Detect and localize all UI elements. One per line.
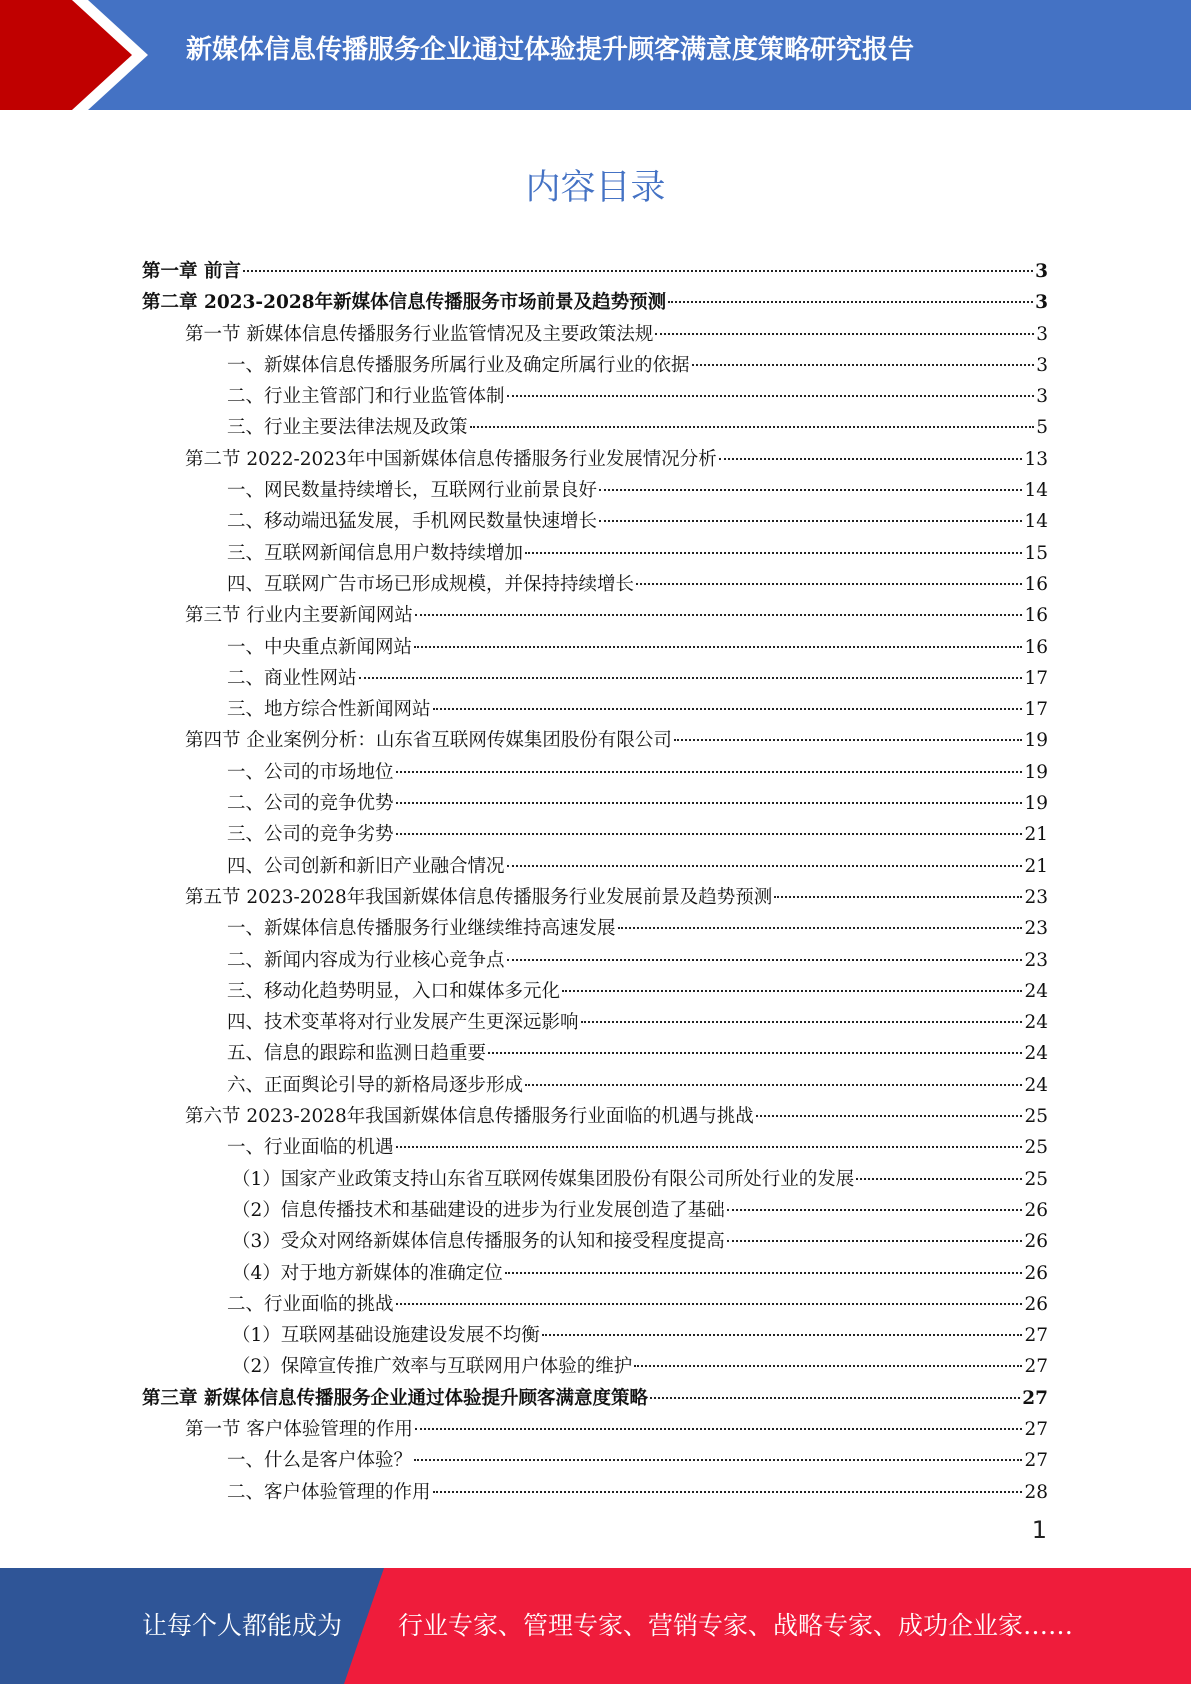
toc-entry-title: 第三节 行业内主要新闻网站: [185, 605, 413, 627]
toc-dot-leader: [396, 833, 1023, 835]
toc-entry-title: 一、什么是客户体验？: [227, 1450, 413, 1472]
toc-entry-page: 17: [1024, 699, 1048, 721]
toc-entry-page: 27: [1024, 1418, 1048, 1440]
toc-entry-title: 一、新媒体信息传播服务所属行业及确定所属行业的依据: [227, 354, 690, 376]
toc-entry-title: 第五节 2023-2028年我国新媒体信息传播服务行业发展前景及趋势预测: [185, 886, 773, 908]
toc-entry[interactable]: [142, 1164, 1048, 1195]
toc-entry[interactable]: [142, 1289, 1048, 1320]
toc-entry-page: 14: [1024, 480, 1048, 502]
toc-dot-leader: [359, 677, 1023, 679]
toc-entry-page: 21: [1024, 855, 1048, 877]
toc-dot-leader: [562, 990, 1022, 992]
toc-dot-leader: [507, 865, 1023, 867]
toc-entry[interactable]: [142, 475, 1048, 506]
toc-entry-page: 26: [1024, 1199, 1048, 1221]
toc-entry-page: 23: [1024, 949, 1048, 971]
toc-dot-leader: [415, 1428, 1023, 1430]
toc-entry-title: 二、行业主管部门和行业监管体制: [227, 386, 505, 408]
toc-entry-page: 26: [1024, 1293, 1048, 1315]
toc-dot-leader: [433, 1491, 1023, 1493]
toc-entry-page: 3: [1036, 386, 1048, 408]
toc-entry[interactable]: [142, 788, 1048, 819]
toc-entry[interactable]: [142, 1007, 1048, 1038]
toc-entry[interactable]: [142, 882, 1048, 913]
toc-entry-title: 一、行业面临的机遇: [227, 1137, 394, 1159]
toc-entry-title: 一、新媒体信息传播服务行业继续维持高速发展: [227, 918, 616, 940]
toc-entry[interactable]: [142, 757, 1048, 788]
toc-entry[interactable]: [142, 287, 1048, 318]
toc-entry[interactable]: [142, 1477, 1048, 1508]
toc-entry[interactable]: [142, 1258, 1048, 1289]
toc-entry-title: 二、新闻内容成为行业核心竞争点: [227, 949, 505, 971]
toc-entry-title: 六、正面舆论引导的新格局逐步形成: [227, 1074, 524, 1096]
table-of-contents: [142, 256, 1048, 1508]
toc-dot-leader: [505, 1272, 1023, 1274]
toc-entry-title: 第二章 2023-2028年新媒体信息传播服务市场前景及趋势预测: [142, 292, 667, 314]
toc-entry[interactable]: [142, 600, 1048, 631]
toc-entry-page: 27: [1024, 1450, 1048, 1472]
toc-entry-title: 三、互联网新闻信息用户数持续增加: [227, 542, 524, 564]
toc-dot-leader: [599, 489, 1022, 491]
toc-dot-leader: [650, 1397, 1020, 1399]
toc-entry-title: 三、公司的竞争劣势: [227, 824, 394, 846]
toc-dot-leader: [396, 771, 1023, 773]
toc-entry-page: 25: [1024, 1106, 1048, 1128]
toc-entry-title: 三、移动化趋势明显，入口和媒体多元化: [227, 980, 561, 1002]
toc-dot-leader: [470, 426, 1035, 428]
toc-dot-leader: [396, 802, 1023, 804]
toc-entry-title: （2）信息传播技术和基础建设的进步为行业发展创造了基础: [232, 1199, 725, 1221]
toc-entry-title: （1）国家产业政策支持山东省互联网传媒集团股份有限公司所处行业的发展: [232, 1168, 855, 1190]
toc-entry-page: 15: [1024, 542, 1048, 564]
toc-entry-title: 二、行业面临的挑战: [227, 1293, 394, 1315]
toc-entry[interactable]: [142, 256, 1048, 287]
toc-entry-page: 28: [1024, 1481, 1048, 1503]
toc-entry-title: 四、技术变革将对行业发展产生更深远影响: [227, 1012, 579, 1034]
toc-entry-page: 26: [1024, 1231, 1048, 1253]
toc-dot-leader: [507, 959, 1023, 961]
toc-entry[interactable]: [142, 1070, 1048, 1101]
toc-dot-leader: [756, 1115, 1023, 1117]
footer-slogan-roles: 行业专家、管理专家、营销专家、战略专家、成功企业家……: [398, 1611, 1074, 1640]
toc-entry-page: 25: [1024, 1137, 1048, 1159]
toc-dot-leader: [727, 1240, 1023, 1242]
toc-entry-page: 21: [1024, 824, 1048, 846]
toc-entry[interactable]: [142, 1195, 1048, 1226]
toc-entry-title: 四、互联网广告市场已形成规模，并保持持续增长: [227, 573, 635, 595]
toc-entry-title: 四、公司创新和新旧产业融合情况: [227, 855, 505, 877]
toc-entry-page: 14: [1024, 511, 1048, 533]
toc-entry-title: 三、行业主要法律法规及政策: [227, 417, 468, 439]
toc-entry-page: 24: [1024, 1074, 1048, 1096]
toc-entry[interactable]: [142, 381, 1048, 412]
toc-dot-leader: [599, 520, 1022, 522]
toc-entry-title: 一、公司的市场地位: [227, 761, 394, 783]
toc-entry[interactable]: [142, 1101, 1048, 1132]
toc-entry-page: 24: [1024, 1012, 1048, 1034]
footer-slogan-lead: 让每个人都能成为: [142, 1611, 343, 1640]
toc-dot-leader: [692, 364, 1035, 366]
toc-entry[interactable]: [142, 1383, 1048, 1414]
toc-entry[interactable]: [142, 1132, 1048, 1163]
toc-entry-page: 27: [1024, 1325, 1048, 1347]
toc-entry[interactable]: [142, 538, 1048, 569]
toc-entry-title: 一、网民数量持续增长，互联网行业前景良好: [227, 480, 598, 502]
toc-entry[interactable]: [142, 945, 1048, 976]
toc-dot-leader: [655, 333, 1034, 335]
toc-dot-leader: [636, 583, 1022, 585]
toc-entry-page: 19: [1024, 793, 1048, 815]
toc-entry-page: 23: [1024, 886, 1048, 908]
toc-entry[interactable]: [142, 506, 1048, 537]
toc-entry-page: 25: [1024, 1168, 1048, 1190]
toc-entry-page: 19: [1024, 730, 1048, 752]
toc-entry-title: 第二节 2022-2023年中国新媒体信息传播服务行业发展情况分析: [185, 448, 717, 470]
toc-entry-title: （3）受众对网络新媒体信息传播服务的认知和接受程度提高: [232, 1231, 725, 1253]
toc-dot-leader: [415, 614, 1023, 616]
page-footer: [0, 1568, 1191, 1684]
toc-entry-title: 第一节 客户体验管理的作用: [185, 1418, 413, 1440]
toc-dot-leader: [525, 1084, 1022, 1086]
report-title: 新媒体信息传播服务企业通过体验提升顾客满意度策略研究报告: [186, 35, 915, 65]
toc-entry[interactable]: [142, 1226, 1048, 1257]
toc-dot-leader: [414, 646, 1022, 648]
toc-entry[interactable]: [142, 694, 1048, 725]
toc-entry[interactable]: [142, 319, 1048, 350]
toc-entry[interactable]: [142, 851, 1048, 882]
toc-entry[interactable]: [142, 412, 1048, 443]
toc-entry[interactable]: [142, 725, 1048, 756]
toc-entry-page: 16: [1024, 636, 1048, 658]
page-number: 1: [1031, 1516, 1047, 1544]
toc-entry-title: 二、移动端迅猛发展，手机网民数量快速增长: [227, 511, 598, 533]
toc-dot-leader: [488, 1052, 1022, 1054]
toc-entry-page: 26: [1024, 1262, 1048, 1284]
toc-entry[interactable]: [142, 350, 1048, 381]
toc-dot-leader: [634, 1365, 1022, 1367]
toc-entry-title: 第四节 企业案例分析：山东省互联网传媒集团股份有限公司: [185, 730, 672, 752]
toc-entry-title: 第六节 2023-2028年我国新媒体信息传播服务行业面临的机遇与挑战: [185, 1106, 754, 1128]
toc-entry[interactable]: [142, 663, 1048, 694]
toc-entry-page: 3: [1036, 323, 1048, 345]
toc-entry[interactable]: [142, 819, 1048, 850]
toc-entry-page: 13: [1024, 448, 1048, 470]
page-header: [0, 0, 1191, 110]
toc-entry-page: 3: [1035, 261, 1048, 282]
toc-entry-title: 第三章 新媒体信息传播服务企业通过体验提升顾客满意度策略: [142, 1387, 648, 1409]
toc-entry-title: 第一节 新媒体信息传播服务行业监管情况及主要政策法规: [185, 323, 654, 345]
toc-entry[interactable]: [142, 569, 1048, 600]
toc-dot-leader: [674, 739, 1023, 741]
toc-entry-title: （1）互联网基础设施建设发展不均衡: [232, 1325, 540, 1347]
toc-entry-page: 27: [1022, 1387, 1048, 1409]
toc-entry-title: （4）对于地方新媒体的准确定位: [232, 1262, 503, 1284]
toc-dot-leader: [668, 301, 1033, 303]
toc-dot-leader: [727, 1209, 1023, 1211]
toc-entry[interactable]: [142, 444, 1048, 475]
toc-entry-page: 17: [1024, 667, 1048, 689]
toc-entry[interactable]: [142, 1320, 1048, 1351]
toc-entry[interactable]: [142, 1445, 1048, 1476]
toc-dot-leader: [396, 1146, 1023, 1148]
toc-dot-leader: [525, 552, 1022, 554]
toc-entry[interactable]: [142, 1414, 1048, 1445]
toc-entry-page: 19: [1024, 761, 1048, 783]
toc-entry-title: 二、公司的竞争优势: [227, 793, 394, 815]
toc-entry-title: 二、客户体验管理的作用: [227, 1481, 431, 1503]
toc-entry-page: 16: [1024, 573, 1048, 595]
toc-entry[interactable]: [142, 1038, 1048, 1069]
toc-dot-leader: [618, 927, 1023, 929]
toc-dot-leader: [719, 458, 1023, 460]
toc-dot-leader: [774, 896, 1022, 898]
toc-entry-page: 16: [1024, 605, 1048, 627]
toc-entry[interactable]: [142, 913, 1048, 944]
toc-entry-page: 5: [1036, 417, 1048, 439]
toc-entry-page: 24: [1024, 1043, 1048, 1065]
toc-dot-leader: [396, 1303, 1023, 1305]
toc-dot-leader: [581, 1021, 1023, 1023]
toc-dot-leader: [243, 270, 1033, 272]
toc-heading: 内容目录: [525, 168, 666, 208]
toc-entry[interactable]: [142, 632, 1048, 663]
toc-entry-title: 第一章 前言: [142, 261, 241, 282]
toc-entry-title: 二、商业性网站: [227, 667, 357, 689]
toc-entry-page: 3: [1036, 354, 1048, 376]
toc-entry[interactable]: [142, 976, 1048, 1007]
toc-entry-page: 27: [1024, 1356, 1048, 1378]
toc-entry-title: 一、中央重点新闻网站: [227, 636, 413, 658]
toc-dot-leader: [856, 1178, 1022, 1180]
toc-entry-title: 三、地方综合性新闻网站: [227, 699, 431, 721]
toc-dot-leader: [507, 395, 1035, 397]
toc-dot-leader: [433, 708, 1023, 710]
toc-entry[interactable]: [142, 1351, 1048, 1382]
toc-entry-title: （2）保障宣传推广效率与互联网用户体验的维护: [232, 1356, 633, 1378]
toc-entry-page: 24: [1024, 980, 1048, 1002]
toc-entry-page: 23: [1024, 918, 1048, 940]
toc-dot-leader: [542, 1334, 1023, 1336]
toc-dot-leader: [414, 1459, 1022, 1461]
toc-entry-title: 五、信息的跟踪和监测日趋重要: [227, 1043, 487, 1065]
toc-entry-page: 3: [1035, 292, 1048, 314]
